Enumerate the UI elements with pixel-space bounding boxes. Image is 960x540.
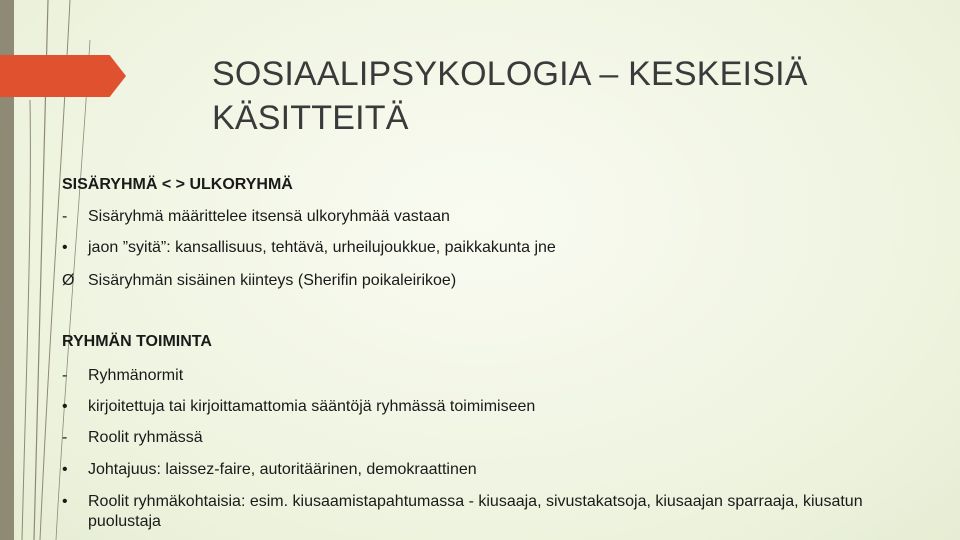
list-item-text: kirjoitettuja tai kirjoittamattomia sääntöjä ryhmässä toimimiseen xyxy=(88,398,536,415)
slide-title-line-2: KÄSITTEITÄ xyxy=(212,99,409,137)
list-item-text: Roolit ryhmäkohtaisia: esim. kiusaamistapahtumassa - kiusaaja, sivustakatsoja, kiusaajan sparraaja, kiusatun puolustaja xyxy=(88,493,863,530)
list-item-text: Sisäryhmä määrittelee itsensä ulkoryhmää vastaan xyxy=(88,208,450,225)
title-arrow-shape xyxy=(0,55,126,97)
list-item-text: jaon ”syitä”: kansallisuus, tehtävä, urheilujoukkue, paikkakunta jne xyxy=(88,239,556,256)
list-item xyxy=(62,271,922,291)
section-heading-ingroup-outgroup: SISÄRYHMÄ < > ULKORYHMÄ xyxy=(62,176,293,193)
slide-title xyxy=(212,52,912,140)
slide-title-line-1: SOSIAALIPSYKOLOGIA – KESKEISIÄ xyxy=(212,55,808,93)
dash-marker: - xyxy=(62,429,68,446)
bullet-marker: • xyxy=(62,398,68,415)
list-item xyxy=(62,492,922,532)
list-item-text: Sisäryhmän sisäinen kiinteys (Sherifin poikaleirikoe) xyxy=(88,272,457,289)
bullet-marker: • xyxy=(62,239,68,256)
list-item-text: Roolit ryhmässä xyxy=(88,429,203,446)
list-item-text: Johtajuus: laissez-faire, autoritäärinen, demokraattinen xyxy=(88,461,477,478)
arrow-marker: Ø xyxy=(62,272,75,289)
bullet-marker: • xyxy=(62,461,68,478)
dash-marker: - xyxy=(62,367,68,384)
bullet-marker: • xyxy=(62,493,68,510)
list-item xyxy=(62,397,922,417)
list-item xyxy=(62,238,922,258)
list-item xyxy=(62,366,922,386)
section-heading-group-function: RYHMÄN TOIMINTA xyxy=(62,333,212,350)
list-item xyxy=(62,207,922,227)
list-item xyxy=(62,428,922,448)
list-item-text: Ryhmänormit xyxy=(88,367,184,384)
list-item xyxy=(62,460,922,480)
dash-marker: - xyxy=(62,208,68,225)
